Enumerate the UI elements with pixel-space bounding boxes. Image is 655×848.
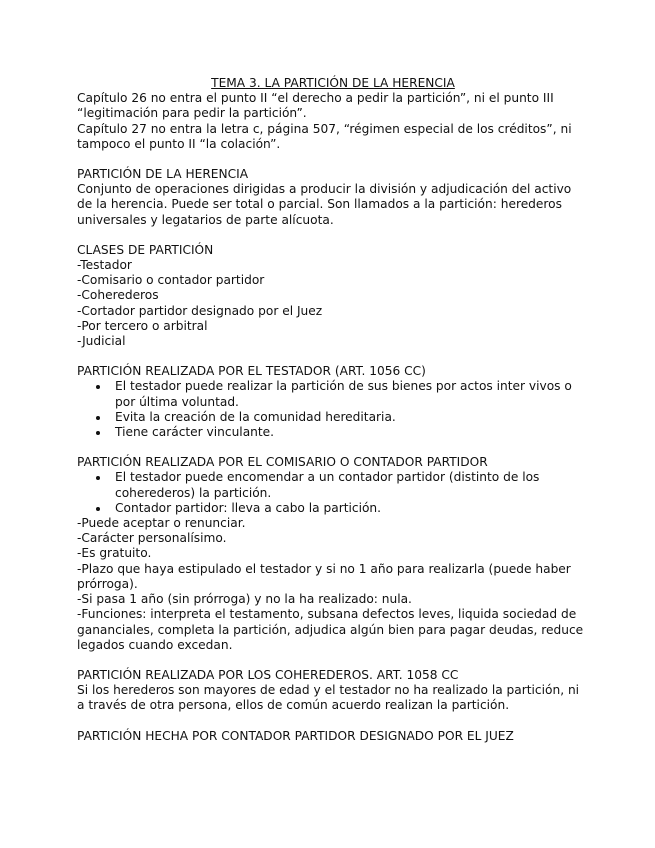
bullet-item: Evita la creación de la comunidad hereditaria. (115, 410, 585, 425)
section-heading-testador: PARTICIÓN REALIZADA POR EL TESTADOR (ART. 1056 CC) (77, 364, 426, 379)
bullet-list-comisario (77, 470, 585, 516)
list-item: -Funciones: interpreta el testamento, subsana defectos leves, liquida sociedad de gananciales, completa la partición, adjudica algún bien para pagar deudas, reduce legados cuando excedan. (77, 607, 584, 652)
spacer (77, 440, 585, 455)
bullet-item: El testador puede realizar la partición de sus bienes por actos inter vivos o por última voluntad. (115, 379, 585, 409)
section-heading-comisario: PARTICIÓN REALIZADA POR EL COMISARIO O CONTADOR PARTIDOR (77, 455, 488, 470)
section-heading-coherederos: PARTICIÓN REALIZADA POR LOS COHEREDEROS. ART. 1058 CC (77, 667, 459, 682)
list-item: -Judicial (77, 334, 126, 349)
list-item: -Comisario o contador partidor (77, 273, 265, 288)
intro-paragraph-1: Capítulo 26 no entra el punto II “el derecho a pedir la partición”, ni el punto III “legitimación para pedir la partición”. (77, 91, 554, 121)
list-item: -Testador (77, 258, 132, 273)
spacer (77, 152, 585, 167)
list-item: -Plazo que haya estipulado el testador y si no 1 año para realizarla (puede haber prórroga). (77, 561, 571, 591)
spacer (77, 228, 585, 243)
spacer (77, 653, 585, 668)
spacer (77, 714, 585, 729)
section-heading-particion: PARTICIÓN DE LA HERENCIA (77, 167, 249, 182)
intro-paragraph-2: Capítulo 27 no entra la letra c, página 507, “régimen especial de los créditos”, ni tampoco el punto II “la colación”. (77, 121, 572, 151)
section-body-particion: Conjunto de operaciones dirigidas a producir la división y adjudicación del activo de la herencia. Puede ser total o parcial. Son llamados a la partición: herederos universales y legatarios de parte alícuota. (77, 182, 572, 227)
spacer (77, 349, 585, 364)
section-body-coherederos: Si los herederos son mayores de edad y el testador no ha realizado la partición, ni a través de otra persona, ellos de común acuerdo realizan la partición. (77, 683, 580, 713)
bullet-list-testador (77, 379, 585, 440)
list-item: -Carácter personalísimo. (77, 531, 227, 546)
list-item: -Si pasa 1 año (sin prórroga) y no la ha realizado: nula. (77, 592, 412, 607)
section-heading-juez: PARTICIÓN HECHA POR CONTADOR PARTIDOR DESIGNADO POR EL JUEZ (77, 728, 514, 743)
list-item: -Cortador partidor designado por el Juez (77, 303, 323, 318)
bullet-item: El testador puede encomendar a un contador partidor (distinto de los coherederos) la partición. (115, 470, 585, 500)
document-title: TEMA 3. LA PARTICIÓN DE LA HERENCIA (211, 76, 455, 90)
list-item: -Coherederos (77, 288, 159, 303)
bullet-item: Contador partidor: lleva a cabo la partición. (115, 501, 585, 516)
list-item: -Por tercero o arbitral (77, 318, 208, 333)
list-item: -Puede aceptar o renunciar. (77, 516, 246, 531)
bullet-item: Tiene carácter vinculante. (115, 425, 585, 440)
section-heading-clases: CLASES DE PARTICIÓN (77, 242, 214, 257)
list-item: -Es gratuito. (77, 546, 152, 561)
